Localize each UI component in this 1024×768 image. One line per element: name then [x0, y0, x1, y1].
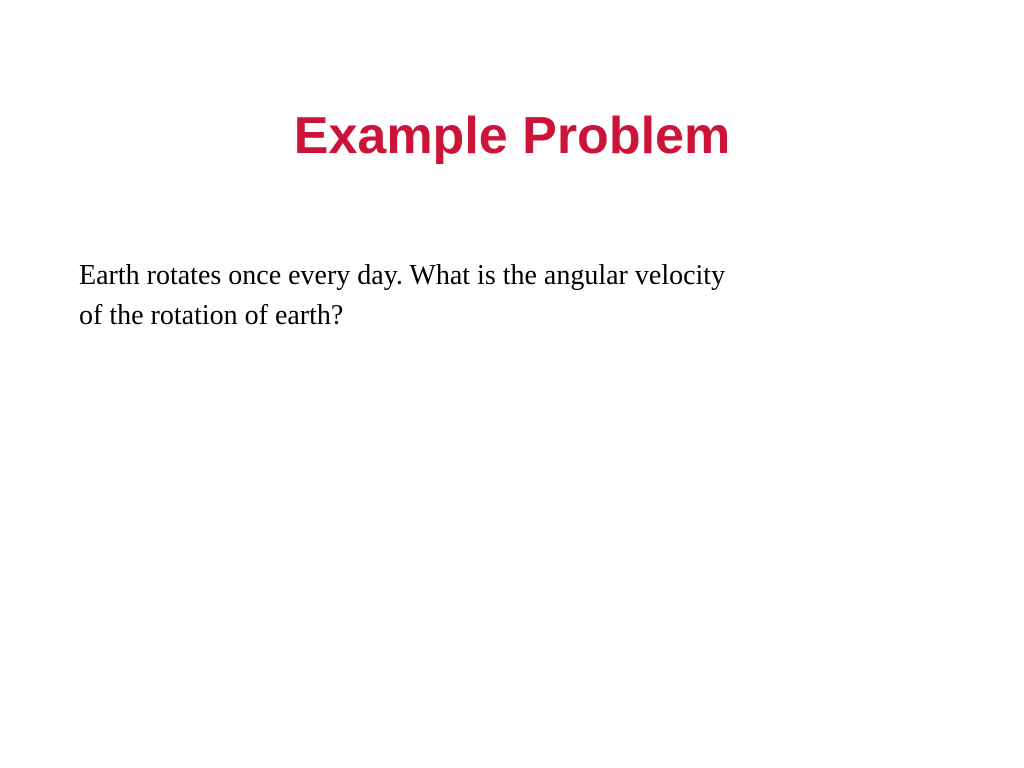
problem-text-line-2: of the rotation of earth? — [79, 300, 344, 331]
slide-title: Example Problem — [293, 107, 731, 165]
problem-text-line-1: Earth rotates once every day. What is the angular velocity — [79, 260, 726, 291]
problem-text — [79, 256, 899, 336]
